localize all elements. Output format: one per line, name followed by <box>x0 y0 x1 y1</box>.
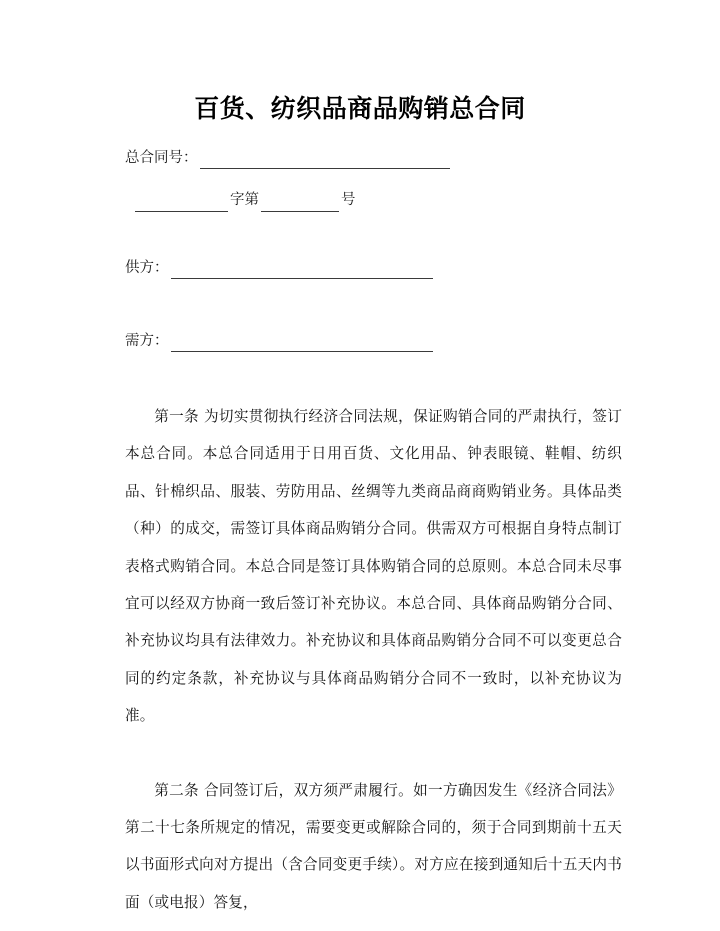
contract-number-blank[interactable] <box>200 153 450 169</box>
contract-number-row <box>125 148 625 169</box>
serial-prefix-blank[interactable] <box>135 196 228 212</box>
supplier-field <box>125 258 625 279</box>
document-body <box>125 398 622 921</box>
serial-mid-label: 字第 <box>230 192 259 209</box>
article-paragraph: 第一条 为切实贯彻执行经济合同法规，保证购销合同的严肃执行，签订本总合同。本总合同适用于日用百货、文化用品、钟表眼镜、鞋帽、纺织品、针棉织品、服装、劳防用品、丝绸等九类商品商商购销业务。具体品类（种）的成交，需签订具体商品购销分合同。供需双方可根据自身特点制订表格式购销合同。本总合同是签订具体购销合同的总原则。本总合同未尽事宜可以经双方协商一致后签订补充协议。本总合同、具体商品购销分合同、补充协议均具有法律效力。补充协议和具体商品购销分合同不可以变更总合同的约定条款，补充协议与具体商品购销分合同不一致时，以补充协议为准。 <box>125 408 622 725</box>
buyer-field <box>125 331 625 352</box>
page-title: 百货、纺织品商品购销总合同 <box>194 93 526 123</box>
contract-number-label: 总合同号： <box>125 150 198 166</box>
contract-number-fields <box>125 148 625 212</box>
article-paragraph: 第二条 合同签订后，双方须严肃履行。如一方确因发生《经济合同法》第二十七条所规定的情况，需要变更或解除合同的，须于合同到期前十五天以书面形式向对方提出（含合同变更手续）。对方应在接到通知后十五天内书面（或电报）答复， <box>125 781 622 911</box>
contract-serial-row <box>125 190 625 211</box>
supplier-label: 供方： <box>125 260 169 276</box>
serial-end-label: 号 <box>341 192 356 209</box>
buyer-row <box>125 331 625 352</box>
supplier-row <box>125 258 625 279</box>
buyer-label: 需方： <box>125 333 169 349</box>
buyer-blank[interactable] <box>171 336 433 352</box>
serial-number-blank[interactable] <box>261 196 339 212</box>
supplier-blank[interactable] <box>171 263 433 279</box>
